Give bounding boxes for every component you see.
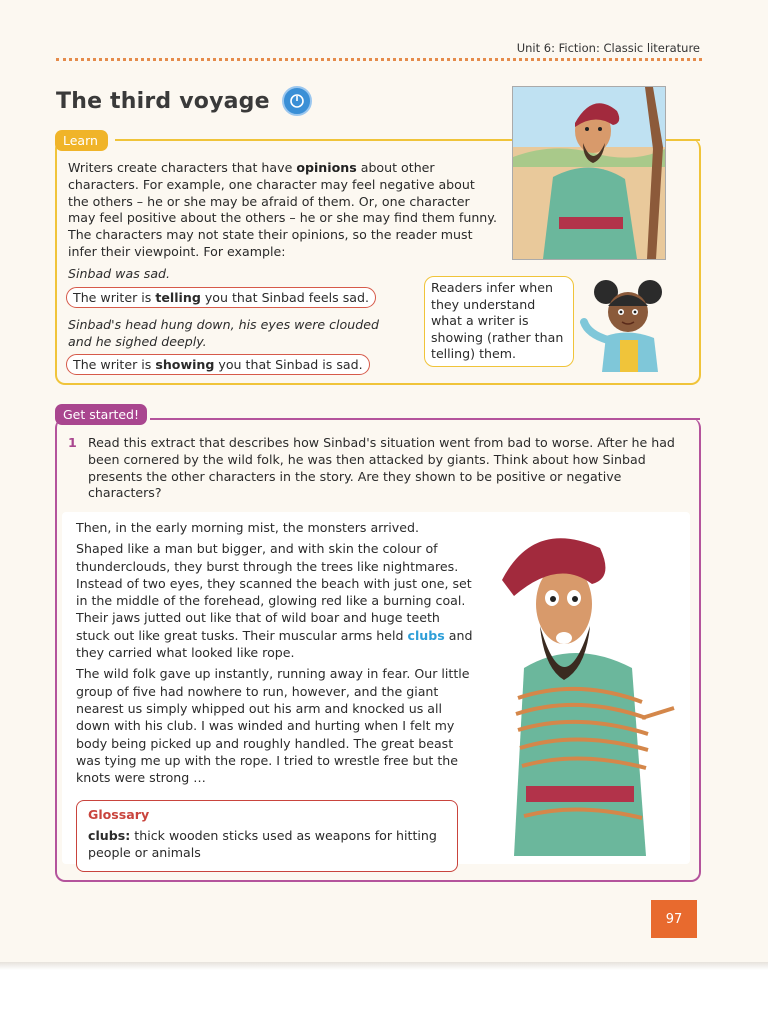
extract-text (76, 519, 474, 790)
page-number: 97 (651, 900, 697, 938)
extract-paragraph: The wild folk gave up instantly, running away in fear. Our little group of five had nowhere to run, however, and the giant nearest us simply whipped out his arm and knocked us all down with his club. I was winded and hurting when I felt my body being picked up and roughly handled. The great beast was tying me up with the rope. I tried to wrestle free but the knots were strong … (76, 666, 470, 786)
telling-callout: The writer is telling you that Sinbad feels sad. (66, 287, 376, 308)
get-started-border-top (150, 418, 700, 420)
learn-tag: Learn (55, 130, 108, 151)
sinbad-tied-illustration (474, 518, 684, 856)
example-telling: Sinbad was sad. (68, 266, 171, 281)
unit-header: Unit 6: Fiction: Classic literature (516, 41, 700, 55)
question-text: Read this extract that describes how Sinbad's situation went from bad to worse. After he had been cornered by the wild folk, he was then attacked by giants. Think about how Sinbad presents the other characters in the story. Are they shown to be positive or negative characters? (88, 435, 675, 501)
audio-icon[interactable] (282, 86, 312, 116)
example-showing: Sinbad's head hung down, his eyes were clouded and he sighed deeply. (68, 317, 379, 349)
glossary-definition: clubs: thick wooden sticks used as weapons for hitting people or animals (88, 828, 437, 860)
page-title: The third voyage (56, 88, 270, 114)
opinions-emphasis: opinions (296, 160, 357, 175)
speech-bubble: Readers infer when they understand what a writer is showing (rather than telling) them. (424, 276, 574, 367)
extract-paragraph: Then, in the early morning mist, the monsters arrived. (76, 520, 419, 535)
glossary-term-link: clubs (407, 627, 445, 643)
page-edge (0, 962, 768, 970)
showing-callout: The writer is showing you that Sinbad is sad. (66, 354, 370, 375)
sinbad-illustration-small (512, 86, 666, 260)
title-row (56, 86, 312, 116)
girl-character-illustration (578, 276, 666, 372)
glossary-title: Glossary (88, 807, 150, 822)
question-number: 1 (68, 435, 77, 450)
learn-paragraph: Writers create characters that have opinions about other characters. For example, one character may feel negative about the others – he or she may be afraid of them. Or, one character may feel positive about the others – he or she may find them funny. The characters may not state their opinions, so the reader must infer their viewpoint. For example: (68, 160, 497, 259)
extract-paragraph: Shaped like a man but bigger, and with skin the colour of thunderclouds, they burst through the trees like nightmares. Instead of two eyes, they scanned the beach with just one, set in the middle of the forehead, glowing red like a burning coal. Their jaws jutted out like that of wild boar and huge teeth stuck out like great tusks. Their muscular arms held clubs and they carried what looked like rope. (76, 541, 473, 661)
dotted-divider (56, 58, 702, 61)
get-started-tag: Get started! (55, 404, 147, 425)
